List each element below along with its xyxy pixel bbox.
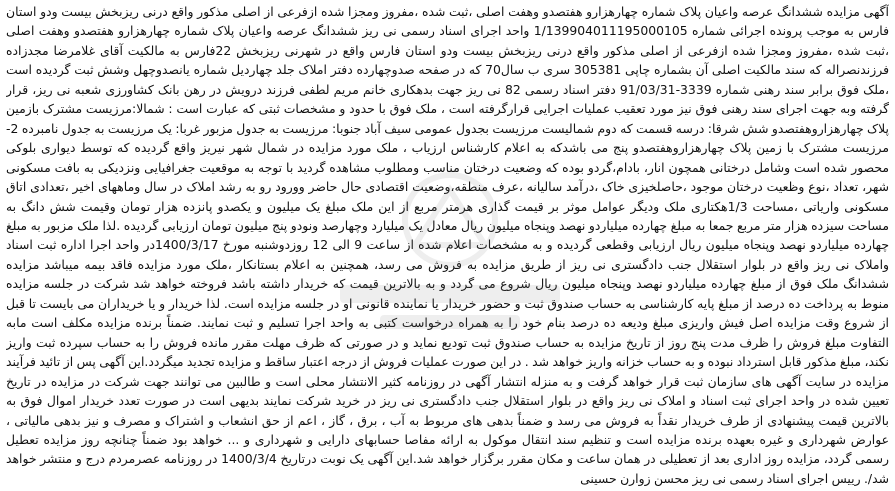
auction-notice-text: آگهی مزایده ششدانگ عرصه واعیان پلاک شماره چهارهزارو هفتصدو وهفت اصلی ،ثبت شده ،مفروز ومجزا شده ازفرعی از اصلی مذکور واقع درنی ریزبخش بیست ودو استان فارس به موجب پرونده اجرائی شماره 1/139904011195000105 واحد اجرای اسناد رسمی نی ریز ششدانگ عرصه واعیان پلاک شماره چهارهزارو هفتصدو وهفت اصلی ،ثبت شده ،مفروز ومجزا شده ازفرعی از اصلی مذکور واقع درنی ریزبخش بیست ودو استان فارس واقع در شهرنی ریزبخش 22فارس به مالکیت آقای غلامرضا مجدزاده فرزندنصراله که سند مالکیت اصلی آن بشماره چاپی 305381 سری ب سال70 که در صفحه صدوچهارده دفتر املاک جلد چهاردیل شماره یانصدوچهل وشش ثبت گردیده است ،ملک فوق برابر سند رهنی شماره 3339-91/03/31 دفتر اسناد رسمی 82 نی ریز جهت بدهکاری خانم مریم لطفی فرزند درویش در رهن بانک کشاورزی شعبه نی ریز، قرار گرفته وبه جهت اجرای سند رهنی فوق نیز مورد تعقیب عملیات اجرایی قرارگرفته است ، ملک فوق با حدود و مشخصات ثبتی که عبارت است : شمالا:مرزیست مشترک بازمین پلاک چهارهزاروهفتصدو شش شرقا: درسه قسمت که دوم شمالیست مرزیست بجدول عمومی سیف آباد جنوبا: مرزیست به جدول مزبور غربا: یک مرزیست به جدول نامبرده 2- مرزیست مشترک با زمین پلاک چهارهزاروهفتصدو پنج می باشدکه به اعلام کارشناس ارزیاب ، ملک مورد مزایده در شمال شهر نیریز واقع گردیده که توسط دیواری بلوکی محصور شده است وشامل درختانی همچون انار، بادام،گردو بوده که وضعیت درختان مناسب ومطلوب مشاهده گردید با توجه به موقعیت جغرافیایی ونزدیکی به بافت مسکونی شهر، تعداد ،نوع وظعیت درختان موجود ،حاصلخیزی خاک ،درآمد سالیانه ،عرف منطقه،وضعیت اقتصادی حال حاضر وورود رو به رشد املاک در سال وماههای اخیر ،تعدادی اتاق مسکونی واریاتی ،مساحت 1/3هکتاری ملک وديگر عوامل موثر بر قیمت گذاری هرمتر مربع از این ملک مبلغ یک میلیون و یکصدو پانزده هزار تومان وقیمت شش دانگ به مساحت سیزده هزار متر مربع جمعا به مبلغ چهارده میلیاردو نهصد وپنجاه میلیون ریال معادل یک میلیارد وچهارصد ونودو پنج میلیون تومان ارزیابی گردیده .لذا ملک مزبور به مبلغ چهارده میلیاردو نهصد وپنجاه میلیون ریال ارزیابی وقطعی گردیده و به مشخصات اعلام شده از ساعت 9 الی 12 روزدوشنبه مورخ 1400/3/17در واحد اجرا اداره ثبت اسناد واملاک نی ریز واقع در بلوار استقلال جنب دادگستری نی ریز از طریق مزایده به فروش می رسد، همچنین به اعلام بستانکار ،ملک مورد مزایده فاقد بیمه میباشد مزایده ششدانگ ملک فوق از مبلغ چهارده میلیاردو نهصد وپنجاه میلیون ریال شروع می گردد و به بالاترین قیمت که خریدار داشته باشد فروخته خواهد شد شرکت در جلسه مزایده منوط به پرداخت ده درصد از مبلغ پایه کارشناسی به حساب صندوق ثبت و حضور خریدار یا نماینده قانونی او در جلسه مزایده است. لذا خریدار و یا خریداران می بایست تا قبل از شروع وقت مزایده اصل فیش واریزی مبلغ ودیعه ده درصد بنام خود را به همراه درخواست کتبی به واحد اجرا تسلیم و ثبت نمایند. ضمناً برنده مزایده مکلف است مابه التفاوت مبلغ فروش را ظرف مدت پنج روز از تاریخ مزایده به حساب صندوق ثبت تودیع نماید و در صورتی که ظرف مهلت مقرر مانده فروش را به حساب سپرده ثبت واریز نکند، مبلغ مذکور قابل استرداد نبوده و به حساب خزانه واریز خواهد شد . در این صورت عملیات فروش از درجه اعتبار ساقط و مزایده تجدید میگردد.این آگهی پس از تائید فرآیند مزایده در سایت آگهی های سازمان ثبت قرار خواهد گرفت و به منزله انتشار آگهی در روزنامه کثیر الانتشار محلی است و طالبین می توانند جهت شرکت در مزایده در تاریخ تعیین شده در واحد اجرای ثبت اسناد و املاک نی ریز واقع در بلوار استقلال جنب دادگستری نی ریز در خرید شرکت نمایند بدیهی است در صورت تعدد خریدار اموال فوق به بالاترین قیمت پیشنهادی از طرف خریدار نقداً به فروش می رسد و ضمناً بدهی های مربوط به آب ، برق ، گاز ، اعم از حق انشعاب و اشتراک و مصرف و نیز بدهی مالیاتی ، عوارض شهرداری و غیره بعهده برنده مزایده است و تنظیم سند انتقال موکول به ارائه مفاصا حسابهای دارایی و شهرداری و ... خواهد بود ضمناً چنانچه روز مزایده تعطیل رسمی گردد، مزایده روز اداری بعد از تعطیلی در همان ساعت و مکان مقرر برگزار خواهد شد.این آگهی یک نوبت درتاریخ 1400/3/4 در روزنامه عصرمردم درج و منتشر خواهد شد/. رییس اجرای اسناد رسمی نی ریز محسن زوارن حسینی [6, 4, 889, 486]
